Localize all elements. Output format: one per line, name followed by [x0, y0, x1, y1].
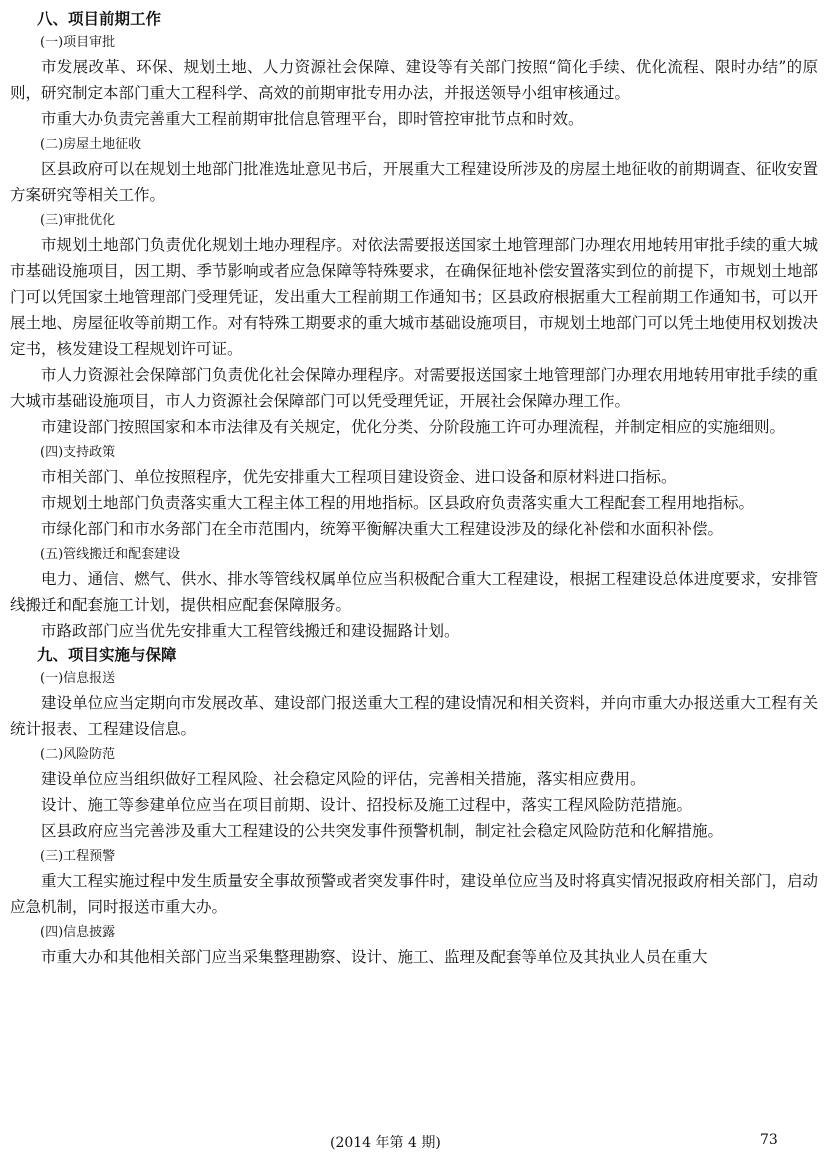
- subsection-heading: (四)支持政策: [40, 445, 116, 460]
- issue-label: (2014 年第 4 期): [330, 1135, 441, 1151]
- paragraph: 电力、通信、燃气、供水、排水等管线权属单位应当积极配合重大工程建设，根据工程建设总体进度要求，安排管线搬迁和配套施工计划，提供相应配套保障服务。: [10, 570, 818, 614]
- paragraph: 重大工程实施过程中发生质量安全事故预警或者突发事件时，建设单位应当及时将真实情况报政府相关部门，启动应急机制，同时报送市重大办。: [10, 872, 818, 916]
- paragraph: 区县政府应当完善涉及重大工程建设的公共突发事件预警机制，制定社会稳定风险防范和化解措施。: [41, 822, 724, 840]
- paragraph: 市重大办负责完善重大工程前期审批信息管理平台，即时管控审批节点和时效。: [41, 110, 584, 128]
- paragraph: 建设单位应当组织做好工程风险、社会稳定风险的评估，完善相关措施，落实相应费用。: [41, 770, 646, 788]
- paragraph: 市建设部门按照国家和本市法律及有关规定，优化分类、分阶段施工许可办理流程，并制定相应的实施细则。: [41, 418, 786, 436]
- paragraph: 市相关部门、单位按照程序，优先安排重大工程项目建设资金、进口设备和原材料进口指标。: [41, 468, 677, 486]
- subsection-heading: (一)项目审批: [40, 35, 116, 50]
- subsection-heading: (四)信息披露: [40, 925, 116, 940]
- paragraph: 市重大办和其他相关部门应当采集整理勘察、设计、施工、监理及配套等单位及其执业人员在重大: [41, 948, 708, 966]
- section-heading: 九、项目实施与保障: [37, 645, 177, 664]
- subsection-heading: (二)房屋土地征收: [40, 137, 142, 152]
- paragraph: 市人力资源社会保障部门负责优化社会保障办理程序。对需要报送国家土地管理部门办理农用地转用审批手续的重大城市基础设施项目，市人力资源社会保障部门可以凭受理凭证，开展社会保障办理工作。: [10, 366, 818, 410]
- subsection-heading: (五)管线搬迁和配套建设: [40, 547, 181, 562]
- paragraph: 设计、施工等参建单位应当在项目前期、设计、招投标及施工过程中，落实工程风险防范措施。: [41, 796, 693, 814]
- document-body: [10, 8, 818, 970]
- subsection-heading: (二)风险防范: [40, 747, 116, 762]
- subsection-heading: (三)审批优化: [40, 213, 116, 228]
- paragraph: 建设单位应当定期向市发展改革、建设部门报送重大工程的建设情况和相关资料，并向市重大办报送重大工程有关统计报表、工程建设信息。: [10, 694, 818, 738]
- subsection-heading: (一)信息报送: [40, 671, 116, 686]
- paragraph: 市路政部门应当优先安排重大工程管线搬迁和建设掘路计划。: [41, 622, 460, 640]
- paragraph: 市规划土地部门负责优化规划土地办理程序。对依法需要报送国家土地管理部门办理农用地转用审批手续的重大城市基础设施项目，因工期、季节影响或者应急保障等特殊要求，在确保征地补偿安置落实到位的前提下，市规划土地部门可以凭国家土地管理部门受理凭证，发出重大工程前期工作通知书；区县政府根据重大工程前期工作通知书，可以开展土地、房屋征收等前期工作。对有特殊工期要求的重大城市基础设施项目，市规划土地部门可以凭土地使用权划拨决定书，核发建设工程规划许可证。: [10, 236, 818, 358]
- paragraph: 市规划土地部门负责落实重大工程主体工程的用地指标。区县政府负责落实重大工程配套工程用地指标。: [41, 494, 755, 512]
- page-number: 73: [760, 1132, 778, 1148]
- page-footer: [0, 1132, 827, 1152]
- paragraph: 市发展改革、环保、规划土地、人力资源社会保障、建设等有关部门按照“简化手续、优化流程、限时办结”的原则，研究制定本部门重大工程科学、高效的前期审批专用办法，并报送领导小组审核通过。: [10, 58, 818, 102]
- subsection-heading: (三)工程预警: [40, 849, 116, 864]
- section-heading: 八、项目前期工作: [37, 9, 162, 28]
- paragraph: 市绿化部门和市水务部门在全市范围内，统筹平衡解决重大工程建设涉及的绿化补偿和水面积补偿。: [41, 520, 724, 538]
- paragraph: 区县政府可以在规划土地部门批准选址意见书后，开展重大工程建设所涉及的房屋土地征收的前期调查、征收安置方案研究等相关工作。: [10, 160, 818, 204]
